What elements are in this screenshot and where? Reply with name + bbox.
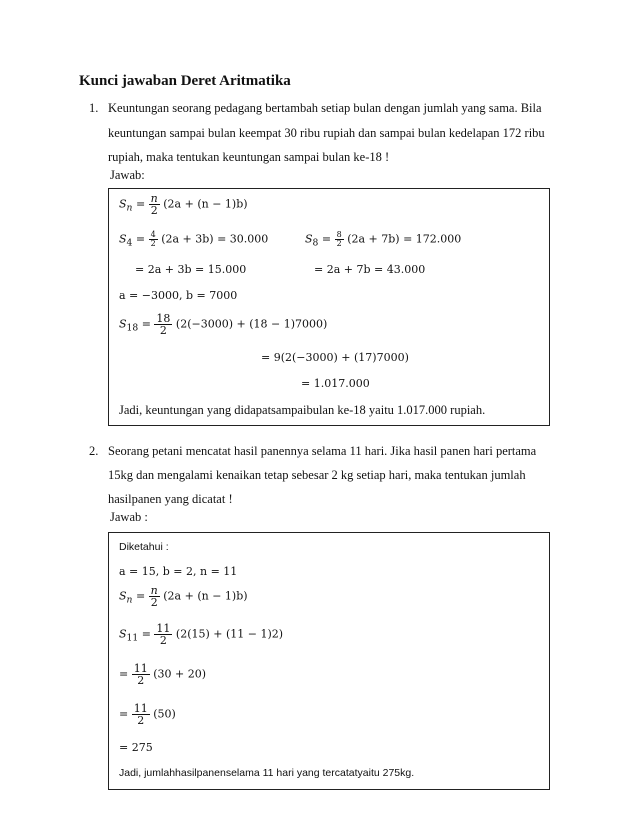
result: = 275 [119, 741, 153, 754]
equation-b: = 2a + 7b = 43.000 [314, 263, 426, 276]
question-text-line: hasilpanen yang dicatat ! [108, 492, 233, 506]
diketahui-label: Diketahui : [119, 541, 169, 553]
question-text-line: 15kg dan mengalami kenaikan tetap sebesar 2 kg setiap hari, maka tentukan jumlah [108, 468, 526, 482]
formula-sn: $S_n$ = $\frac{n}{2}$ (2a + (n − 1)b) [119, 584, 248, 609]
jawab-label: Jawab : [110, 510, 148, 524]
solution-ab: a = −3000, b = 7000 [119, 289, 238, 302]
question-number: 2. [89, 444, 99, 458]
formula-sn: $S_n$ = $\frac{n}{2}$ (2a + (n − 1)b) [119, 192, 248, 217]
step-2: = $\frac{11}{2}$ (30 + 20) [119, 662, 207, 687]
page-title: Kunci jawaban Deret Aritmatika [79, 73, 291, 89]
question-text-line: Keuntungan seorang pedagang bertambah setiap bulan dengan jumlah yang sama. Bila [108, 101, 542, 115]
formula-s4: $S_4$ = $\frac{4}{2}$ (2a + 3b) = 30.000 [119, 230, 269, 249]
formula-s11: $S_{11}$ = $\frac{11}{2}$ (2(15) + (11 − 1)2) [119, 622, 284, 647]
question-text-line: Seorang petani mencatat hasil panennya selama 11 hari. Jika hasil panen hari pertama [108, 444, 537, 458]
question-number: 1. [89, 101, 99, 115]
equation-a: = 2a + 3b = 15.000 [135, 263, 247, 276]
step-3: = 1.017.000 [301, 377, 370, 390]
conclusion: Jadi, keuntungan yang didapatsampaibulan ke-18 yaitu 1.017.000 rupiah. [119, 403, 486, 417]
jawab-label: Jawab: [110, 168, 145, 182]
question-text-line: rupiah, maka tentukan keuntungan sampai bulan ke-18 ! [108, 150, 390, 164]
step-2: = 9(2(−3000) + (17)7000) [261, 351, 409, 364]
answer-box-1 [108, 188, 550, 426]
given-values: a = 15, b = 2, n = 11 [119, 565, 238, 578]
step-3: = $\frac{11}{2}$ (50) [119, 702, 176, 727]
question-text-line: keuntungan sampai bulan keempat 30 ribu rupiah dan sampai bulan kedelapan 172 ribu [108, 126, 545, 140]
formula-s18: $S_{18}$ = $\frac{18}{2}$ (2(−3000) + (18 − 1)7000) [119, 312, 328, 337]
answer-box-2 [108, 532, 550, 790]
formula-s8: $S_8$ = $\frac{8}{2}$ (2a + 7b) = 172.000 [305, 230, 462, 249]
conclusion: Jadi, jumlahhasilpanenselama 11 hari yang tercatatyaitu 275kg. [119, 767, 415, 779]
